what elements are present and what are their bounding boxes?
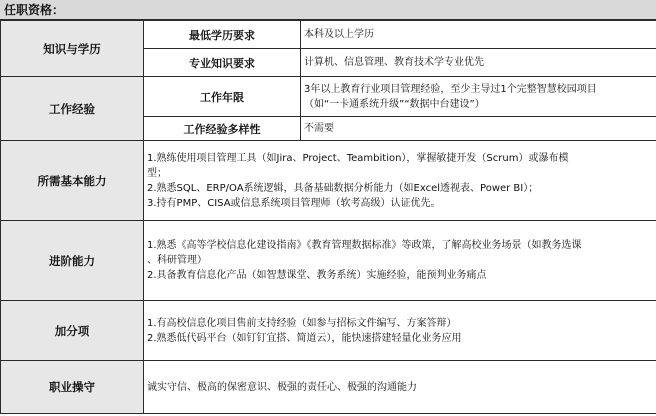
category-cell-basic: 所需基本能力 (1, 141, 144, 221)
text-line: 3.持有PMP、CISA或信息系统项目管理师（软考高级）认证优先。 (147, 197, 441, 209)
value-cell-major: 计算机、信息管理、教育技术学专业优先 (301, 49, 656, 77)
category-cell-knowledge: 知识与学历 (1, 21, 144, 77)
text-line: 2.熟悉低代码平台（如钉钉宜搭、简道云），能快速搭建轻量化业务应用 (147, 332, 462, 344)
text-line: 1.熟悉《高等学校信息化建设指南》《教育管理数据标准》等政策，了解高校业务场景（如教务选课 (147, 240, 582, 251)
category-cell-experience: 工作经验 (1, 77, 144, 141)
label-cell-diversity: 工作经验多样性 (144, 117, 301, 141)
table-row (1, 361, 656, 414)
value-cell-advanced (144, 221, 656, 301)
value-cell-bonus (144, 301, 656, 361)
text-line: 3年以上教育行业项目管理经验，至少主导过1个完整智慧校园项目 (304, 83, 597, 95)
text-line: 、科研管理） (147, 255, 207, 266)
text-line: （如“一卡通系统升级”“数据中台建设”） (304, 98, 485, 110)
text-line: 1.熟练使用项目管理工具（如Jira、Project、Teambition），掌握敏捷开发（Scrum）或瀑布模 (147, 152, 569, 164)
text-line: 2.具备教育信息化产品（如智慧课堂、教务系统）实施经验，能预判业务痛点 (147, 270, 487, 281)
qualification-table (0, 20, 656, 414)
text-line: 1.有高校信息化项目售前支持经验（如参与招标文件编写、方案答辩） (147, 317, 457, 329)
value-cell-min-education: 本科及以上学历 (301, 21, 656, 49)
value-cell-basic (144, 141, 656, 221)
label-cell-work-years: 工作年限 (144, 77, 301, 117)
label-cell-min-education: 最低学历要求 (144, 21, 301, 49)
table-row (1, 301, 656, 361)
value-cell-ethics: 诚实守信、极高的保密意识、极强的责任心、极强的沟通能力 (144, 361, 656, 414)
table-row (1, 77, 656, 117)
table-row (1, 221, 656, 301)
value-cell-work-years (301, 77, 656, 117)
table-row (1, 21, 656, 49)
category-cell-advanced: 进阶能力 (1, 221, 144, 301)
table-row (1, 141, 656, 221)
text-line: 型； (147, 167, 167, 179)
value-cell-diversity: 不需要 (301, 117, 656, 141)
category-cell-bonus: 加分项 (1, 301, 144, 361)
section-heading: 任职资格： (0, 0, 656, 20)
category-cell-ethics: 职业操守 (1, 361, 144, 414)
label-cell-major: 专业知识要求 (144, 49, 301, 77)
text-line: 2.熟悉SQL、ERP/OA系统逻辑，具备基础数据分析能力（如Excel透视表、Power BI）； (147, 182, 539, 194)
